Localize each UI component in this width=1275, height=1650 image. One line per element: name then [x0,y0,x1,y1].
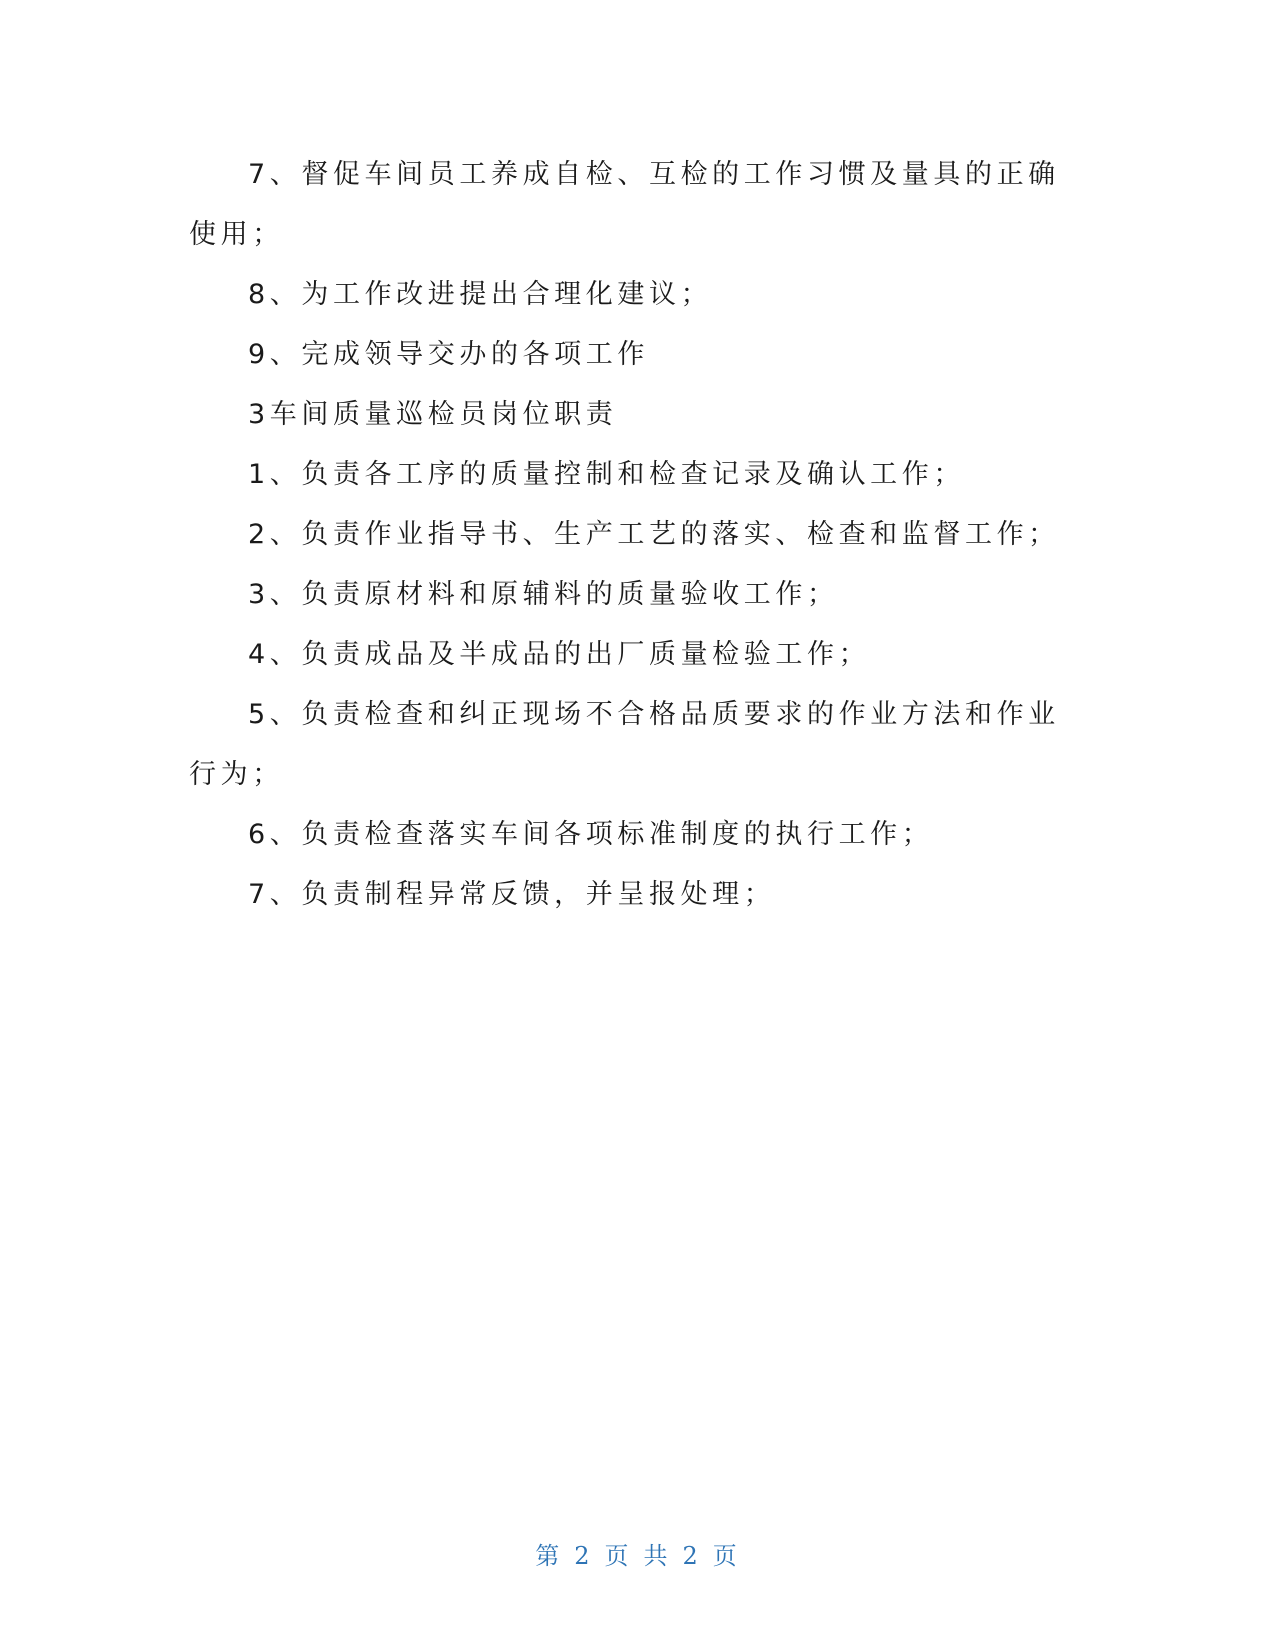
paragraph-duty-7: 7、负责制程异常反馈，并呈报处理； [248,879,776,910]
footer-current-page: 2 [574,1542,593,1570]
paragraph-duty-5: 5、负责检查和纠正现场不合格品质要求的作业方法和作业行为； [189,699,1060,790]
footer-unit-label: 页 [604,1542,632,1570]
paragraph-item-7-self-check: 7、督促车间员工养成自检、互检的工作习惯及量具的正确使用； [189,159,1060,250]
paragraph-duty-1: 1、负责各工序的质量控制和检查记录及确认工作； [248,459,965,490]
footer-unit-label-2: 页 [712,1542,740,1570]
paragraph-duty-3: 3、负责原材料和原辅料的质量验收工作； [248,579,839,610]
section-heading-inspector-duties: 3车间质量巡检员岗位职责 [248,399,618,430]
paragraph-duty-4: 4、负责成品及半成品的出厂质量检验工作； [248,639,871,670]
footer-total-pages: 2 [682,1542,701,1570]
page-footer [0,1536,1275,1571]
paragraph-duty-6: 6、负责检查落实车间各项标准制度的执行工作； [248,819,934,850]
paragraph-item-9-assigned-tasks: 9、完成领导交办的各项工作 [248,339,649,370]
paragraph-item-8-suggestions: 8、为工作改进提出合理化建议； [248,279,713,310]
document-body [189,145,1079,925]
footer-total-label: 共 [643,1542,671,1570]
paragraph-duty-2: 2、负责作业指导书、生产工艺的落实、检查和监督工作； [248,519,1060,550]
footer-page-label: 第 [535,1542,563,1570]
